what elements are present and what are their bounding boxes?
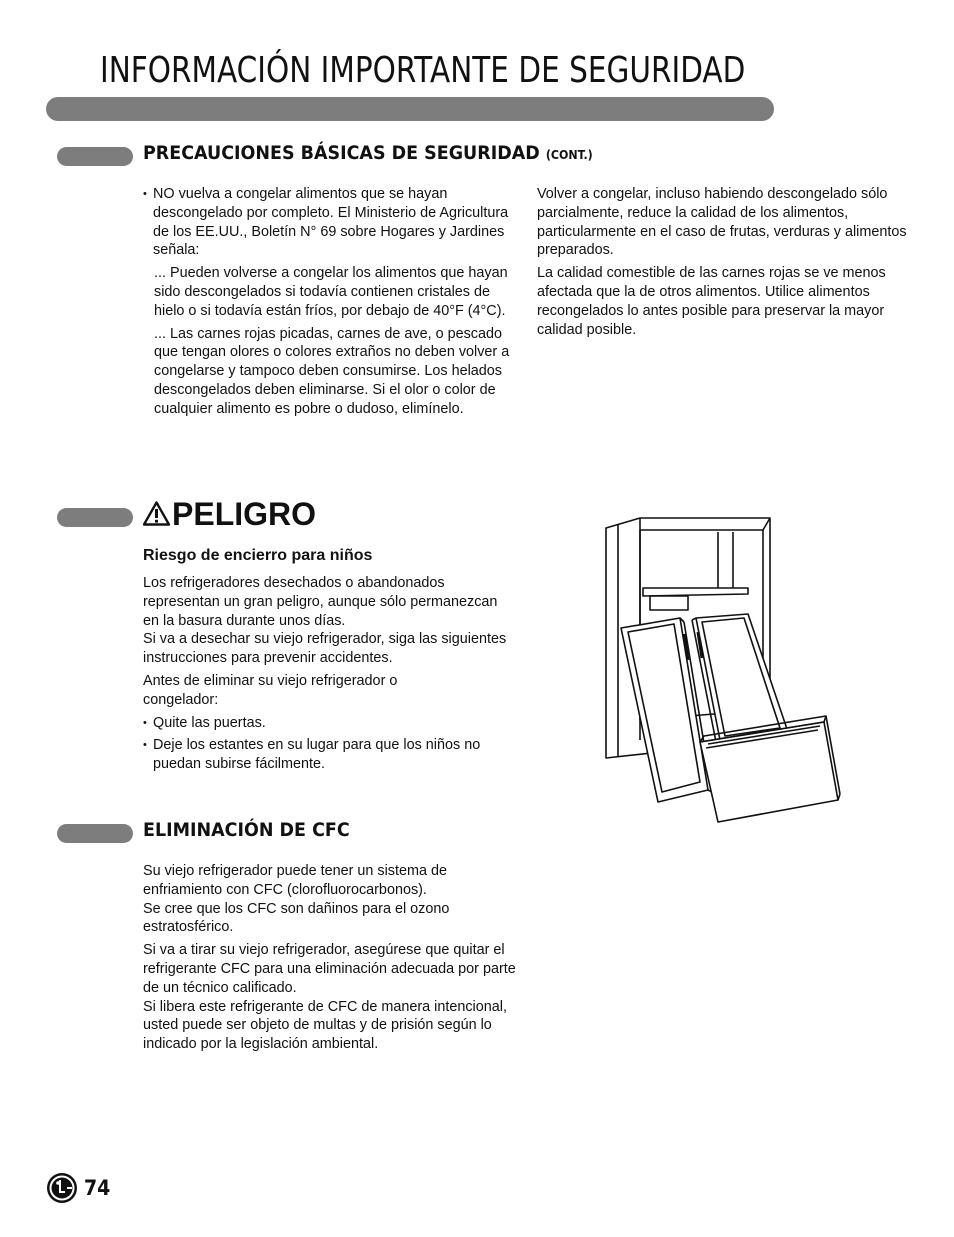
section-marker-pill xyxy=(57,508,133,527)
section-heading-cfc: ELIMINACIÓN DE CFC xyxy=(143,819,350,841)
peligro-body xyxy=(143,574,515,778)
warning-triangle-icon xyxy=(143,501,170,526)
lg-logo-icon xyxy=(46,1172,78,1204)
peligro-heading xyxy=(143,496,316,533)
precauciones-left-column xyxy=(143,185,521,423)
precauciones-right-column xyxy=(537,185,913,343)
section-heading-precauciones xyxy=(143,142,593,164)
bullet-item: • Quite las puertas. xyxy=(143,714,515,733)
paragraph-line: Los refrigeradores desechados o abandonados representan un gran peligro, aunque sólo permanezcan en la basura durante unos días. xyxy=(143,575,498,629)
paragraph: Volver a congelar, incluso habiendo descongelado sólo parcialmente, reduce la calidad de los alimentos, particularmente en el caso de frutas, verduras y alimentos preparados. xyxy=(537,186,907,259)
title-divider-bar xyxy=(46,97,774,121)
bullet-item: • Deje los estantes en su lugar para que los niños no puedan subirse fácilmente. xyxy=(143,736,515,774)
paragraph-line: Su viejo refrigerador puede tener un sistema de enfriamiento con CFC (clorofluorocarbonos). xyxy=(143,863,447,898)
peligro-subheading: Riesgo de encierro para niños xyxy=(143,547,373,564)
paragraph-line: Se cree que los CFC son dañinos para el ozono estratosférico. xyxy=(143,900,450,936)
paragraph-line: Si libera este refrigerante de CFC de manera intencional, usted puede ser objeto de multas y de prisión según lo indicado por la legislación ambiental. xyxy=(143,998,507,1053)
page-title: INFORMACIÓN IMPORTANTE DE SEGURIDAD xyxy=(100,50,746,91)
bullet-item: • NO vuelva a congelar alimentos que se hayan descongelado por completo. El Ministerio de Agricultura de los EE.UU., Boletín N° 69 sobre Hogares y Jardines señala: xyxy=(143,185,521,260)
paragraph: La calidad comestible de las carnes rojas se ve menos afectada que la de otros alimentos. Utilice alimentos recongelados lo antes posible para preservar la mayor calidad posible. xyxy=(537,265,886,338)
page-number: 74 xyxy=(84,1176,111,1200)
paragraph-line: Si va a tirar su viejo refrigerador, asegúrese que quitar el refrigerante CFC para una eliminación adecuada por parte de un técnico calificado. xyxy=(143,942,516,996)
section-heading-suffix: (CONT.) xyxy=(545,148,593,162)
paragraph: Antes de eliminar su viejo refrigerador o congelador: xyxy=(143,672,398,708)
quote-paragraph: ... Las carnes rojas picadas, carnes de ave, o pescado que tengan olores o colores extraños no deben volver a congelarse y tampoco deben consumirse. Los helados descongelados deben eliminarse. Si el olor o color de cualquier alimento es pobre o dudoso, elimínelo. xyxy=(154,325,510,417)
section-marker-pill xyxy=(57,824,133,843)
cfc-body xyxy=(143,862,523,1058)
refrigerator-doors-removed-illustration xyxy=(588,510,848,830)
quote-paragraph: ... Pueden volverse a congelar los alimentos que hayan sido descongelados si todavía contienen cristales de hielo o si todavía están fríos, por debajo de 40°F (4°C). xyxy=(154,265,508,319)
section-marker-pill xyxy=(57,147,133,166)
section-heading-text: PRECAUCIONES BÁSICAS DE SEGURIDAD xyxy=(143,142,540,164)
paragraph-line: Si va a desechar su viejo refrigerador, siga las siguientes instrucciones para prevenir accidentes. xyxy=(143,631,507,667)
peligro-heading-text: PELIGRO xyxy=(172,496,317,532)
